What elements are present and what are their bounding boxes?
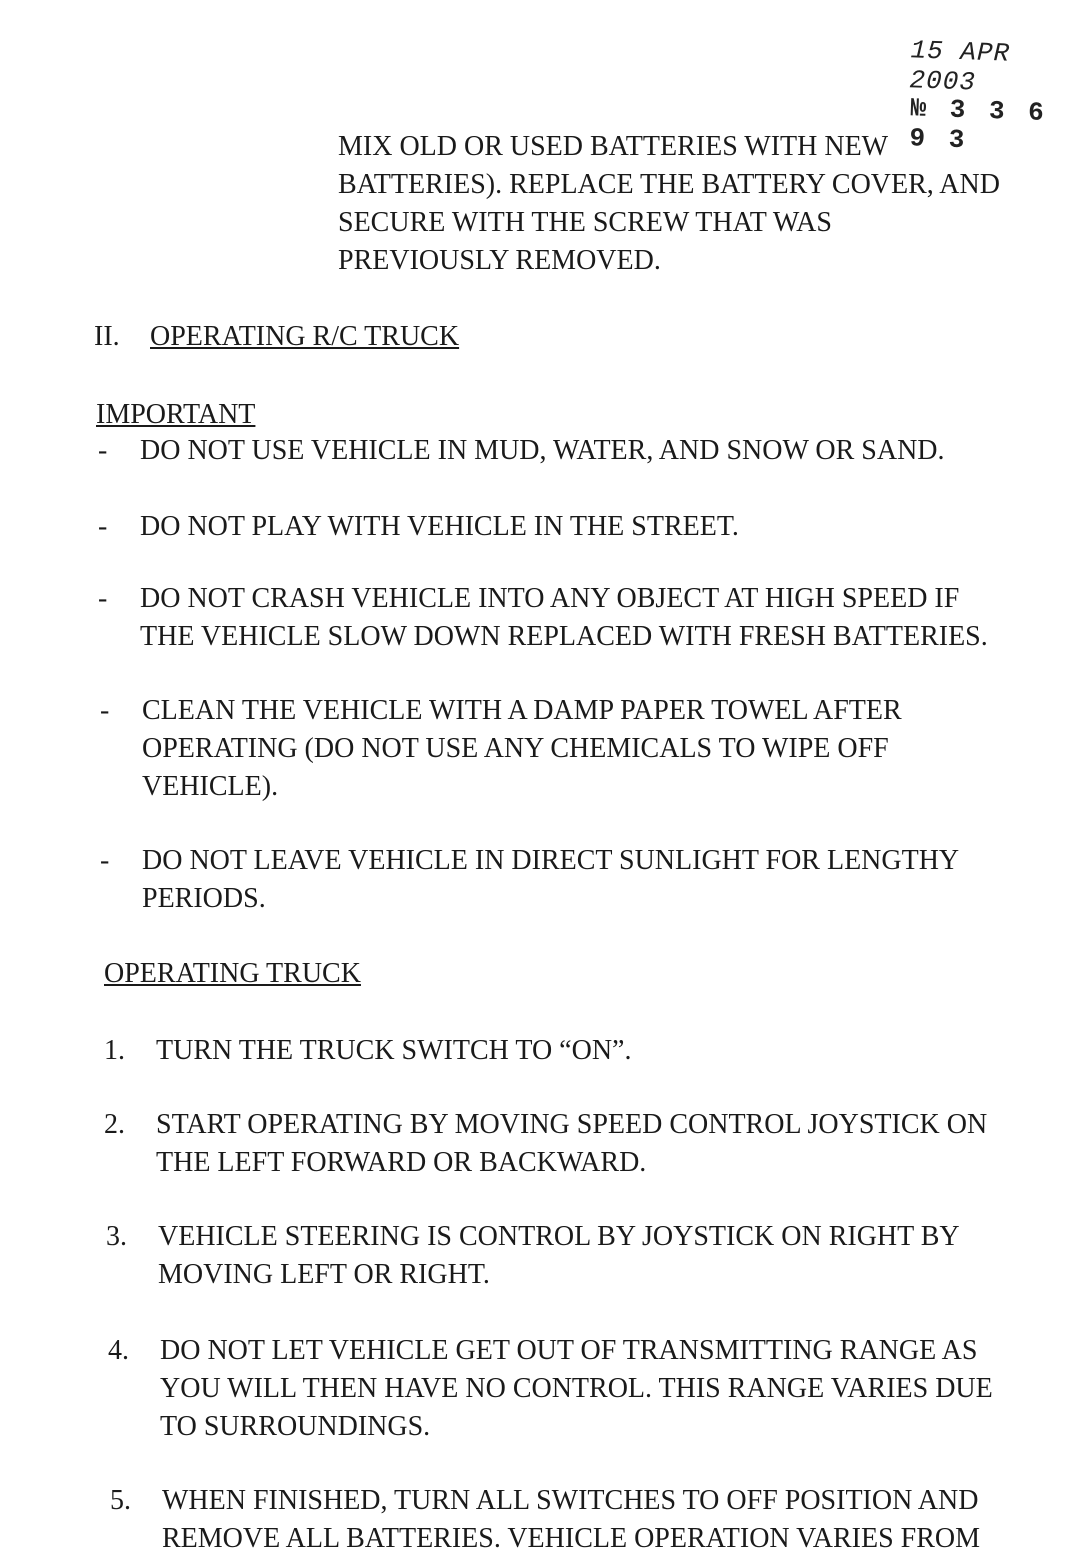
item-text: DO NOT USE VEHICLE IN MUD, WATER, AND SNOW OR SAND. — [140, 435, 945, 466]
item-text: CLEAN THE VEHICLE WITH A DAMP PAPER TOWEL AFTER OPERATING (DO NOT USE ANY CHEMICALS TO WIPE OFF VEHICLE). — [142, 695, 902, 802]
section-title: OPERATING R/C TRUCK — [150, 321, 460, 352]
bullet-marker: - — [100, 695, 110, 726]
received-date-stamp: 15 APR 2003 — [909, 35, 1011, 98]
continued-paragraph — [338, 128, 1000, 280]
section-heading — [94, 318, 459, 356]
paragraph-line: PREVIOUSLY REMOVED. — [338, 245, 661, 276]
step-text: WHEN FINISHED, TURN ALL SWITCHES TO OFF POSITION AND REMOVE ALL BATTERIES. VEHICLE OPERATION VARIES FROM — [162, 1485, 981, 1554]
operating-heading: OPERATING TRUCK — [104, 958, 361, 989]
item-text: DO NOT CRASH VEHICLE INTO ANY OBJECT AT HIGH SPEED IF THE VEHICLE SLOW DOWN REPLACED WITH FRESH BATTERIES. — [140, 583, 988, 652]
paragraph-line: BATTERIES). REPLACE THE BATTERY COVER, AND — [338, 169, 1000, 200]
step-number: 3. — [106, 1221, 127, 1252]
step-text: VEHICLE STEERING IS CONTROL BY JOYSTICK ON RIGHT BY MOVING LEFT OR RIGHT. — [158, 1221, 960, 1290]
step-text: TURN THE TRUCK SWITCH TO “ON”. — [156, 1035, 632, 1066]
bullet-marker: - — [100, 845, 110, 876]
step-number: 5. — [110, 1485, 131, 1516]
important-heading: IMPORTANT — [96, 399, 256, 430]
paragraph-line: SECURE WITH THE SCREW THAT WAS — [338, 207, 832, 238]
section-number: II. — [94, 321, 120, 352]
step-number: 2. — [104, 1109, 125, 1140]
item-text: DO NOT PLAY WITH VEHICLE IN THE STREET. — [140, 511, 739, 542]
bullet-marker: - — [98, 435, 108, 466]
step-number: 1. — [104, 1035, 125, 1066]
bullet-marker: - — [98, 511, 108, 542]
document-number-stamp: № 3 3 6 9 3 — [909, 93, 1049, 156]
bullet-marker: - — [98, 583, 108, 614]
step-text: DO NOT LET VEHICLE GET OUT OF TRANSMITTING RANGE AS YOU WILL THEN HAVE NO CONTROL. THIS RANGE VARIES DUE TO SURROUNDINGS. — [160, 1335, 993, 1442]
step-number: 4. — [108, 1335, 129, 1366]
paragraph-line: MIX OLD OR USED BATTERIES WITH NEW — [338, 131, 889, 162]
item-text: DO NOT LEAVE VEHICLE IN DIRECT SUNLIGHT FOR LENGTHY PERIODS. — [142, 845, 960, 914]
step-text: START OPERATING BY MOVING SPEED CONTROL JOYSTICK ON THE LEFT FORWARD OR BACKWARD. — [156, 1109, 988, 1178]
